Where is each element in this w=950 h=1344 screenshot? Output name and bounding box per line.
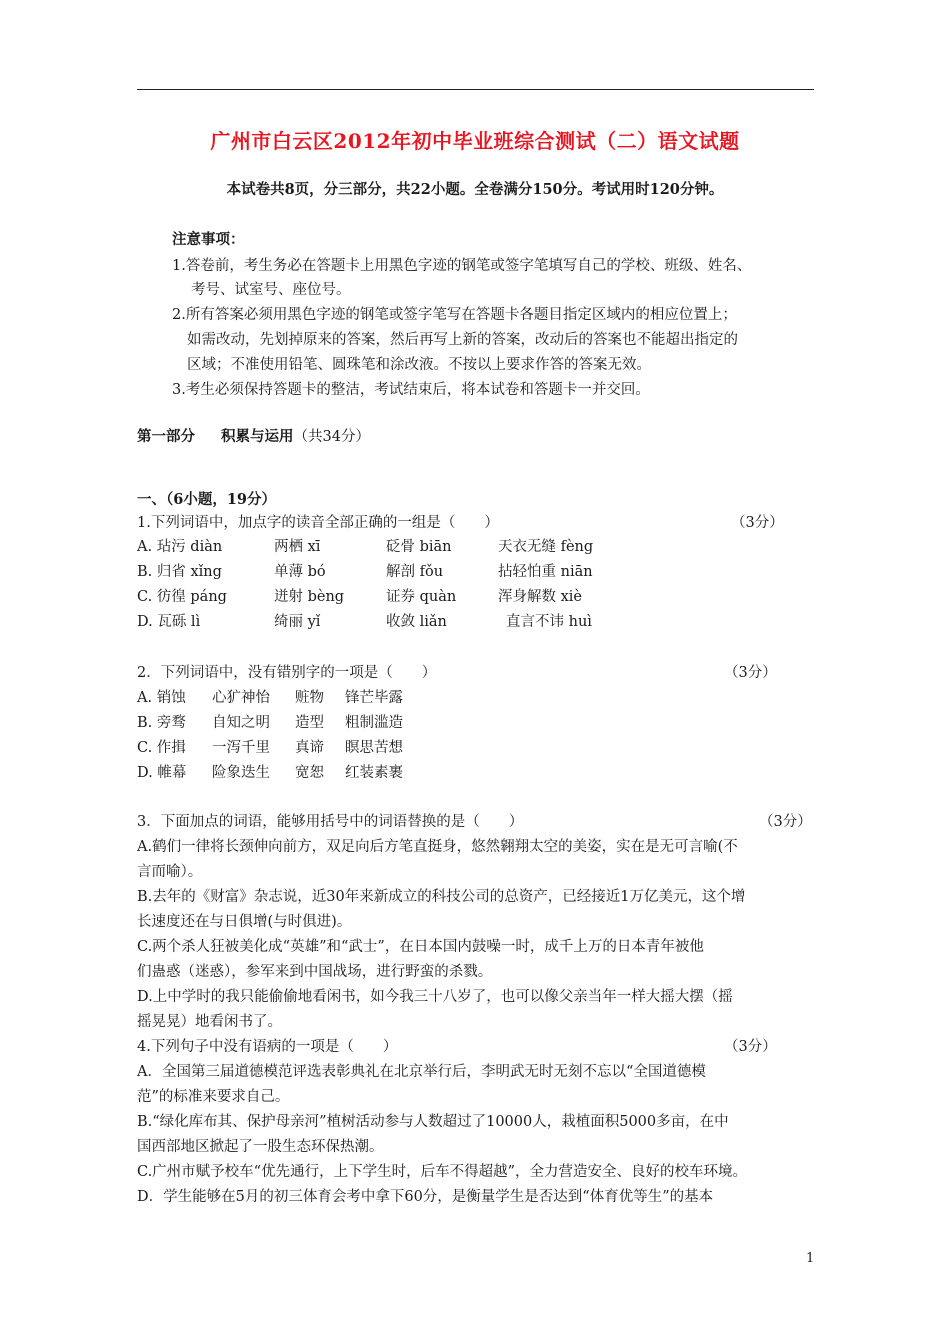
q2-option-cell: A. 销蚀 [137,690,186,706]
q1-option-cell: 天衣无缝 fèng [498,539,594,555]
q2-score: （3分） [724,665,777,681]
q2-option-cell: 粗制滥造 [345,715,403,731]
q3-score: （3分） [759,814,812,830]
q2-option-cell: D. 帷幕 [137,765,187,781]
q4-score: （3分） [724,1039,777,1055]
q2-stem: 2．下列词语中，没有错别字的一项是（ ） [137,665,437,681]
q1-option-cell: 两栖 xī [274,539,321,555]
q1-option-cell: B. 归省 xǐng [137,564,222,580]
q2-option-row [137,713,437,733]
q4-line: 国西部地区掀起了一股生态环保热潮。 [137,1139,384,1155]
q2-option-cell: B. 旁骛 [137,715,186,731]
q1-option-cell: 收敛 liǎn [386,614,447,630]
q1-score: （3分） [731,515,784,531]
section1-heading: 一、（6小题，19分） [137,491,277,508]
part1-score: （共34分） [293,429,370,445]
q2-option-cell: 瞑思苦想 [345,740,403,756]
q2-option-row [137,763,437,783]
q1-option-row [137,612,637,632]
part1-heading [137,427,370,447]
q4-line: A．全国第三届道德模范评选表彰典礼在北京举行后，李明武无时无刻不忘以“全国道德模 [137,1064,706,1080]
q1-stem: 1.下列词语中，加点字的读音全部正确的一组是（ ） [137,515,499,531]
q1-option-row [137,587,637,607]
page-number: 1 [806,1251,815,1266]
q2-option-cell: 红装素裹 [345,765,403,781]
q2-option-cell: 自知之明 [212,715,270,731]
q2-option-cell: 宽恕 [295,765,324,781]
notes-heading: 注意事项： [172,231,245,248]
q2-option-cell: 一泻千里 [212,740,270,756]
q1-option-cell: 直言不讳 huì [506,614,592,630]
q2-option-cell: 心犷神怡 [212,690,270,706]
q3-line: A.鹤们一律将长颈伸向前方，双足向后方笔直挺身，悠然翱翔太空的美姿，实在是无可言喻(不 [137,839,738,855]
q4-line: C.广州市赋予校车“优先通行，上下学生时，后车不得超越”，全力营造安全、良好的校车环境。 [137,1164,748,1180]
notes-line: 1.答卷前，考生务必在答题卡上用黑色字迹的钢笔或签字笔填写自己的学校、班级、姓名、 [172,258,752,274]
q2-option-cell: 真谛 [295,740,324,756]
q1-option-cell: 迸射 bèng [274,589,345,605]
q1-option-cell: 单薄 bó [274,564,326,580]
q4-line: B.“绿化库布其、保护母亲河”植树活动参与人数超过了10000人，栽植面积5000多亩，在中 [137,1114,729,1130]
q3-line: 长速度还在与日俱增(与时俱进)。 [137,914,352,930]
notes-line: 如需改动，先划掉原来的答案，然后再写上新的答案，改动后的答案也不能超出指定的 [187,332,738,348]
q2-option-cell: 赃物 [295,690,324,706]
q2-option-cell: C. 作揖 [137,740,186,756]
q1-option-row [137,562,637,582]
q2-option-cell: 锋芒毕露 [345,690,403,706]
part1-label: 第一部分 [137,428,195,445]
q1-option-cell: 解剖 fǒu [386,564,444,580]
q1-option-cell: 绮丽 yǐ [274,614,321,630]
q3-line: 摇晃晃）地看闲书了。 [137,1014,282,1030]
q1-option-cell: 砭骨 biān [386,539,452,555]
q3-line: 们蛊惑（迷惑），参军来到中国战场，进行野蛮的杀戮。 [137,964,493,980]
q3-line: 言而喻）。 [137,864,203,880]
q3-stem: 3．下面加点的词语，能够用括号中的词语替换的是（ ） [137,814,524,830]
q3-line: B.去年的《财富》杂志说，近30年来新成立的科技公司的总资产，已经接近1万亿美元，这个增 [137,889,746,905]
exam-title: 广州市白云区2012年初中毕业班综合测试（二）语文试题 [210,129,740,153]
notes-line: 2.所有答案必须用黑色字迹的钢笔或签字笔写在答题卡各题目指定区域内的相应位置上； [172,307,737,323]
q4-line: 范”的标准来要求自己。 [137,1089,290,1105]
q1-option-cell: 证券 quàn [386,589,457,605]
q1-option-cell: 拈轻怕重 niān [498,564,593,580]
q3-line: C.两个杀人狂被美化成“英雄”和“武士”，在日本国内鼓噪一时，成千上万的日本青年被他 [137,939,704,955]
q1-option-row [137,537,637,557]
notes-line: 考号、试室号、座位号。 [191,282,351,298]
q4-line: D．学生能够在5月的初三体育会考中拿下60分，是衡量学生是否达到“体育优等生”的基本 [137,1189,714,1205]
q1-option-cell: A. 玷污 diàn [137,539,223,555]
exam-subtitle: 本试卷共8页，分三部分，共22小题。全卷满分150分。考试用时120分钟。 [226,181,724,198]
notes-line: 区域；不准使用铅笔、圆珠笔和涂改液。不按以上要求作答的答案无效。 [187,357,651,373]
q3-line: D.上中学时的我只能偷偷地看闲书，如今我三十八岁了，也可以像父亲当年一样大摇大摆（摇 [137,989,733,1005]
q2-option-row [137,688,437,708]
q4-stem: 4.下列句子中没有语病的一项是（ ） [137,1039,398,1055]
q2-option-cell: 险象迭生 [212,765,270,781]
q1-option-cell: 浑身解数 xiè [498,589,583,605]
q2-option-cell: 造型 [295,715,324,731]
q2-option-row [137,738,437,758]
notes-line: 3.考生必须保持答题卡的整洁，考试结束后，将本试卷和答题卡一并交回。 [172,382,650,398]
top-rule [137,89,814,90]
part1-name: 积累与运用 [221,428,294,445]
q1-option-cell: D. 瓦砾 lì [137,614,201,630]
q1-option-cell: C. 彷徨 páng [137,589,227,605]
